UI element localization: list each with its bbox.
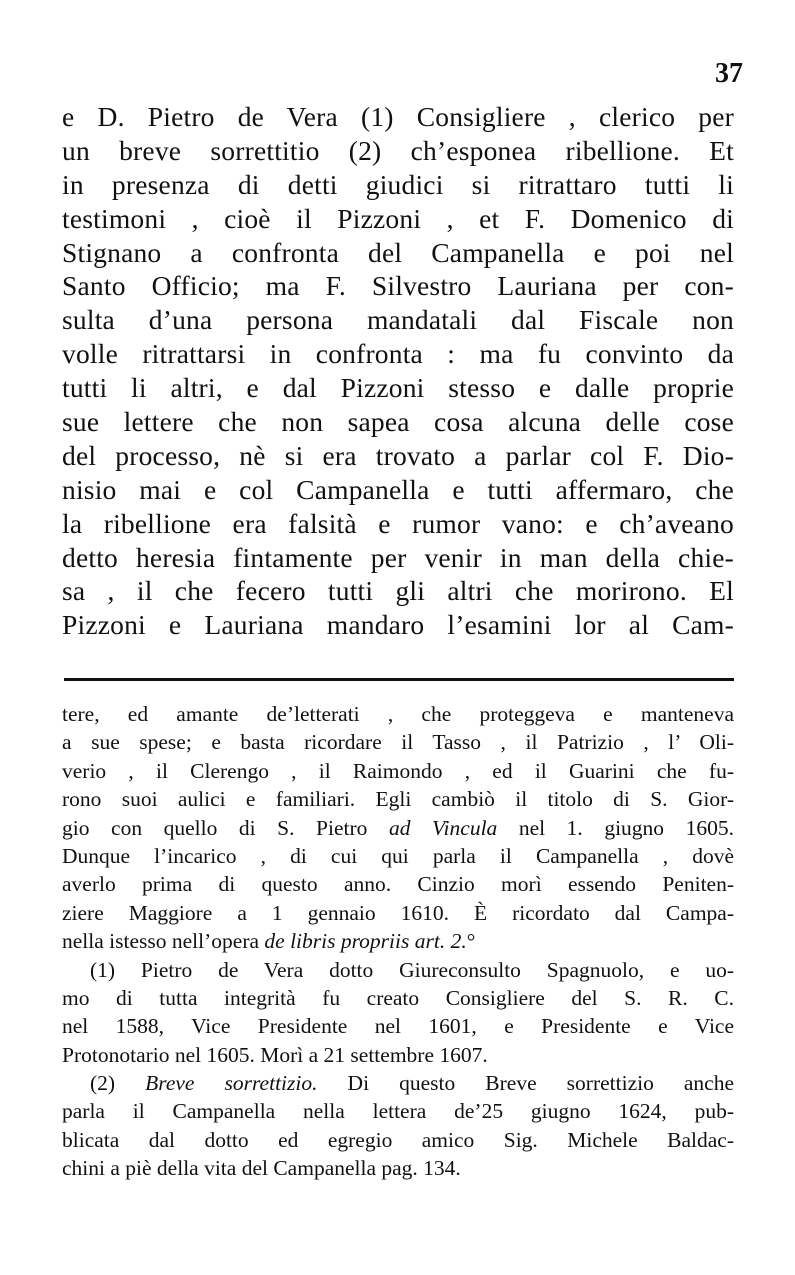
- body-line: nisio mai e col Campanella e tutti affermaro, che: [62, 473, 734, 505]
- footnote-text: Di questo Breve sorrettizio anche: [317, 1071, 735, 1096]
- footnote-1-line: nel 1588, Vice Presidente nel 1601, e Presidente e Vice: [62, 1014, 734, 1039]
- body-line: Santo Officio; ma F. Silvestro Lauriana per con-: [62, 270, 734, 302]
- body-line: detto heresia fintamente per venir in man della chie-: [62, 541, 734, 573]
- body-line: in presenza di detti giudici si ritrattaro tutti li: [62, 168, 734, 200]
- footnotes: [62, 700, 734, 1183]
- footnote-line: [62, 814, 734, 842]
- footnote-rule: [64, 678, 734, 681]
- footnote-line: Dunque l’incarico , di cui qui parla il Campanella , dovè: [62, 843, 734, 868]
- footnote-line: verio , il Clerengo , il Raimondo , ed il Guarini che fu-: [62, 758, 734, 783]
- footnote-1-line: mo di tutta integrità fu creato Consigliere del S. R. C.: [62, 985, 734, 1010]
- footnote-2-line: parla il Campanella nella lettera de’25 giugno 1624, pub-: [62, 1099, 734, 1124]
- body-line: la ribellione era falsità e rumor vano: e ch’aveano: [62, 507, 734, 539]
- body-line: e D. Pietro de Vera (1) Consigliere , clerico per: [62, 101, 734, 132]
- footnote-line: tere, ed amante de’letterati , che proteggeva e manteneva: [62, 702, 734, 726]
- body-line: Stignano a confronta del Campanella e poi nel: [62, 236, 734, 268]
- body-line: testimoni , cioè il Pizzoni , et F. Domenico di: [62, 202, 734, 234]
- footnote-text: nel 1. giugno 1605.: [497, 815, 734, 840]
- body-line: Pizzoni e Lauriana mandaro l’esamini lor al Cam-: [62, 609, 734, 641]
- main-text: [62, 100, 734, 642]
- footnote-line: a sue spese; e basta ricordare il Tasso , il Patrizio , l’ Oli-: [62, 730, 734, 755]
- page-number: 37: [715, 58, 743, 89]
- footnote-line: ziere Maggiore a 1 gennaio 1610. È ricordato dal Campa-: [62, 900, 734, 925]
- footnote-1-line: (1) Pietro de Vera dotto Giureconsulto Spagnuolo, e uo-: [90, 957, 734, 982]
- footnote-text: nella istesso nell’opera: [62, 929, 265, 954]
- footnote-italic-text: ad Vincula: [388, 815, 498, 840]
- footnote-2-line: chini a piè della vita del Campanella pag. 134.: [62, 1156, 461, 1181]
- body-line: sulta d’una persona mandatali dal Fiscale non: [62, 304, 734, 336]
- body-line: un breve sorrettitio (2) ch’esponea ribellione. Et: [62, 134, 734, 166]
- body-line: tutti li altri, e dal Pizzoni stesso e dalle proprie: [62, 372, 734, 404]
- footnote-text: gio con quello di S. Pietro: [62, 815, 389, 840]
- body-line: volle ritrattarsi in confronta : ma fu convinto da: [62, 338, 734, 370]
- body-line: sa , il che fecero tutti gli altri che morirono. El: [62, 575, 734, 607]
- footnote-1-line: Protonotario nel 1605. Morì a 21 settembre 1607.: [62, 1042, 488, 1067]
- footnote-2-italic-title: Breve sorrettizio.: [145, 1071, 318, 1096]
- body-line: del processo, nè si era trovato a parlar col F. Dio-: [62, 439, 734, 471]
- footnote-italic-text: de libris propriis art. 2.: [264, 929, 467, 954]
- footnote-line: rono suoi aulici e familiari. Egli cambiò il titolo di S. Gior-: [62, 787, 734, 812]
- footnote-line: averlo prima di questo anno. Cinzio morì essendo Peniten-: [62, 872, 734, 897]
- footnote-2-line: [62, 1069, 734, 1097]
- footnote-2-label: (2): [90, 1071, 146, 1096]
- body-line: sue lettere che non sapea cosa alcuna delle cose: [62, 406, 734, 438]
- footnote-text: °: [466, 929, 476, 954]
- footnote-2-line: blicata dal dotto ed egregio amico Sig. Michele Baldac-: [62, 1127, 734, 1152]
- footnote-line: [62, 927, 734, 955]
